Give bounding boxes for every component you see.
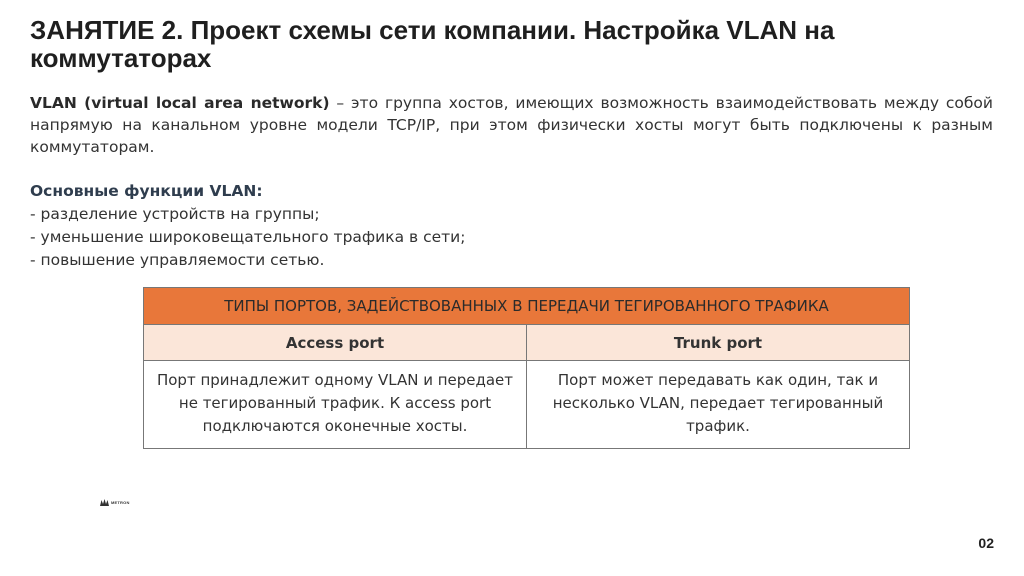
functions-heading: Основные функции VLAN: [30, 182, 263, 200]
table-header: ТИПЫ ПОРТОВ, ЗАДЕЙСТВОВАННЫХ В ПЕРЕДАЧИ ТЕГИРОВАННОГО ТРАФИКА [144, 288, 910, 325]
trunk-port-description: Порт может передавать как один, так и несколько VLAN, передает тегированный трафик. [527, 361, 910, 449]
company-logo [100, 499, 130, 506]
vlan-definition [30, 92, 993, 158]
port-types-table [143, 287, 910, 449]
vlan-term: VLAN (virtual local area network) [30, 94, 330, 112]
logo-text: METRON [111, 500, 130, 505]
vlan-functions [30, 180, 930, 272]
vlan-definition-text: – это группа хостов, имеющих возможность взаимодействовать между собой напрямую на канальном уровне модели TCP/IP, при этом физически хосты могут быть подключены к разным коммутаторам. [30, 94, 993, 156]
logo-icon [100, 499, 109, 506]
function-item: - разделение устройств на группы; [30, 205, 320, 223]
access-port-description: Порт принадлежит одному VLAN и передает не тегированный трафик. К access port подключаются оконечные хосты. [144, 361, 527, 449]
page-number: 02 [978, 535, 994, 551]
slide-title: ЗАНЯТИЕ 2. Проект схемы сети компании. Настройка VLAN на коммутаторах [30, 15, 835, 73]
function-item: - повышение управляемости сетью. [30, 251, 325, 269]
column-access-port: Access port [144, 325, 527, 361]
column-trunk-port: Trunk port [527, 325, 910, 361]
function-item: - уменьшение широковещательного трафика в сети; [30, 228, 466, 246]
